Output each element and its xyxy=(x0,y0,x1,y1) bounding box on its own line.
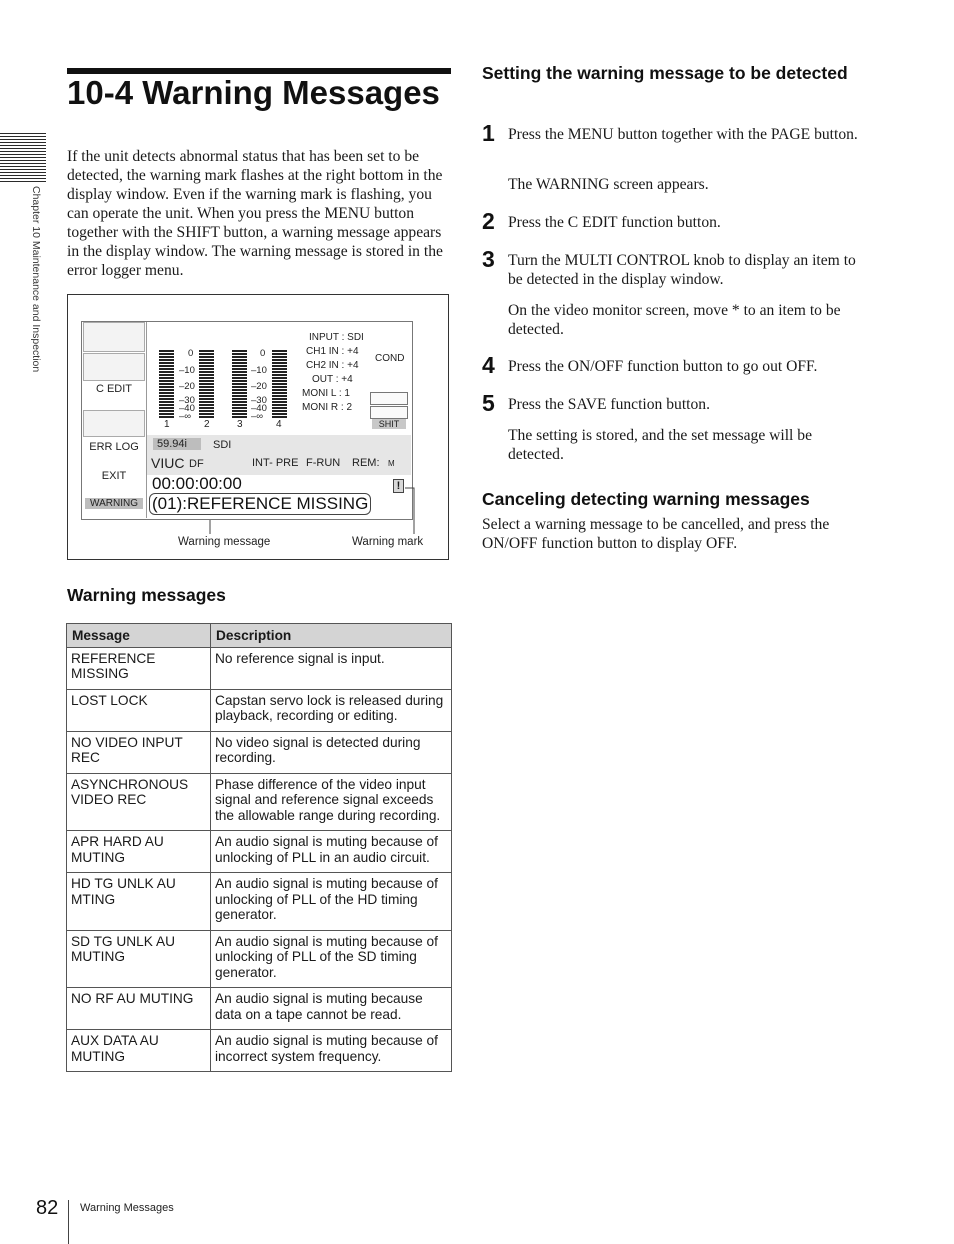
function-key-c-edit: C EDIT xyxy=(95,383,133,395)
meter-scale-right-0: 0 xyxy=(260,348,266,359)
canceling-heading: Canceling detecting warning messages xyxy=(482,489,810,509)
level-meter-ch2 xyxy=(199,350,214,418)
step-note-5: The setting is stored, and the set message will be detected. xyxy=(508,427,813,463)
meter-scale-right-inf: –∞ xyxy=(251,411,264,422)
function-key-warning: WARNING xyxy=(85,498,143,509)
description-cell: An audio signal is muting because of unlocking of PLL of the SD timing generator. xyxy=(211,930,452,988)
column-header-message: Message xyxy=(67,624,211,648)
meter-scale-left-20: –20 xyxy=(179,381,195,392)
warning-messages-table xyxy=(66,623,452,1072)
frequency-tag: 59.94i xyxy=(153,438,201,450)
display-window xyxy=(81,321,413,520)
meter-scale-left-0: 0 xyxy=(188,348,194,359)
status-moni-r: MONI R : 2 xyxy=(302,402,353,413)
cond-indicator-2 xyxy=(370,406,408,419)
footer-label: Warning Messages xyxy=(80,1202,174,1214)
meter-scale-left-10: –10 xyxy=(179,365,195,376)
function-key-blank-1 xyxy=(83,322,145,352)
message-cell: AUX DATA AU MUTING xyxy=(67,1030,211,1072)
channel-number-3: 3 xyxy=(237,419,243,430)
warning-messages-heading: Warning messages xyxy=(67,585,226,605)
channel-number-1: 1 xyxy=(164,419,170,430)
status-ch2-in: CH2 IN : +4 xyxy=(306,360,359,371)
callout-warning-message: Warning message xyxy=(178,536,271,548)
step-number-2: 2 xyxy=(482,208,495,234)
footer-divider xyxy=(68,1200,69,1244)
meter-scale-right-20: –20 xyxy=(251,381,267,392)
step-number-5: 5 xyxy=(482,390,495,416)
meter-scale-left-30: –30 xyxy=(179,395,195,406)
message-cell: NO VIDEO INPUT REC xyxy=(67,731,211,773)
message-cell: LOST LOCK xyxy=(67,689,211,731)
description-cell: An audio signal is muting because of unlocking of PLL in an audio circuit. xyxy=(211,831,452,873)
cond-label: COND xyxy=(375,353,405,364)
meter-scale-right-10: –10 xyxy=(251,365,267,376)
function-key-err-log: ERR LOG xyxy=(89,441,139,453)
f-run-label: F-RUN xyxy=(306,457,341,469)
level-meter-ch1 xyxy=(159,350,174,418)
m-label: M xyxy=(388,459,395,468)
table-row xyxy=(67,647,452,689)
meter-scale-left-inf: –∞ xyxy=(179,411,192,422)
step-number-1: 1 xyxy=(482,120,495,146)
int-pre-label: INT- PRE xyxy=(252,457,299,469)
description-cell: An audio signal is muting because of unlocking of PLL of the HD timing generator. xyxy=(211,873,452,931)
warning-message-display: (01):REFERENCE MISSING xyxy=(149,493,371,515)
description-cell: Phase difference of the video input signal and reference signal exceeds the allowable range during recording. xyxy=(211,773,452,831)
meter-scale-left-40: –40 xyxy=(179,403,195,414)
table-row xyxy=(67,988,452,1030)
callout-warning-mark: Warning mark xyxy=(352,536,424,548)
description-cell: No reference signal is input. xyxy=(211,647,452,689)
meter-scale-right-40: –40 xyxy=(251,403,267,414)
page-number: 82 xyxy=(36,1197,59,1219)
function-column-divider xyxy=(146,322,147,518)
viuc-label: VIUC xyxy=(151,455,185,471)
message-cell: APR HARD AU MUTING xyxy=(67,831,211,873)
description-cell: Capstan servo lock is released during playback, recording or editing. xyxy=(211,689,452,731)
level-meter-ch3 xyxy=(232,350,247,418)
channel-number-2: 2 xyxy=(204,419,210,430)
function-key-blank-2 xyxy=(83,353,145,381)
rem-label: REM: xyxy=(352,457,380,469)
step-note-1: The WARNING screen appears. xyxy=(508,176,709,193)
chapter-tab-graphic xyxy=(0,133,46,183)
message-cell: NO RF AU MUTING xyxy=(67,988,211,1030)
description-cell: An audio signal is muting because of incorrect system frequency. xyxy=(211,1030,452,1072)
status-input: INPUT : SDI xyxy=(309,332,364,343)
channel-number-4: 4 xyxy=(276,419,282,430)
status-moni-l: MONI L : 1 xyxy=(302,388,350,399)
step-text-2: Press the C EDIT function button. xyxy=(508,214,721,231)
step-text-3: Turn the MULTI CONTROL knob to display an item to be detected in the display window. xyxy=(508,252,856,288)
message-cell: REFERENCE MISSING xyxy=(67,647,211,689)
timecode-display: 00:00:00:00 xyxy=(152,474,242,493)
message-cell: HD TG UNLK AU MTING xyxy=(67,873,211,931)
table-row xyxy=(67,873,452,931)
function-key-blank-3 xyxy=(83,410,145,437)
setting-heading: Setting the warning message to be detected xyxy=(482,63,848,83)
cond-indicator-1 xyxy=(370,392,408,405)
sdi-label: SDI xyxy=(213,439,232,451)
step-text-1: Press the MENU button together with the PAGE button. xyxy=(508,126,858,143)
chapter-label: Chapter 10 Maintenance and Inspection xyxy=(30,186,42,373)
step-number-4: 4 xyxy=(482,352,495,378)
canceling-paragraph: Select a warning message to be cancelled, and press the ON/OFF function button to display OFF. xyxy=(482,516,830,552)
level-meter-ch4 xyxy=(272,350,287,418)
table-row xyxy=(67,773,452,831)
table-row xyxy=(67,831,452,873)
step-number-3: 3 xyxy=(482,246,495,272)
meter-scale-right-30: –30 xyxy=(251,395,267,406)
step-text-5: Press the SAVE function button. xyxy=(508,396,710,413)
status-out: OUT : +4 xyxy=(312,374,353,385)
message-cell: ASYNCHRONOUS VIDEO REC xyxy=(67,773,211,831)
page-title: 10-4 Warning Messages xyxy=(67,74,440,111)
intro-paragraph: If the unit detects abnormal status that has been set to be detected, the warning mark flashes at the right bottom in the display window. Even if the warning mark is flashing, you can operate the unit. When you press the MENU button together with the SHIFT button, a warning message appears in the display window. The warning message is stored in the error logger menu. xyxy=(67,148,443,279)
step-note-3: On the video monitor screen, move * to an item to be detected. xyxy=(508,302,841,338)
description-cell: No video signal is detected during recording. xyxy=(211,731,452,773)
warning-mark: ! xyxy=(393,479,404,493)
table-row xyxy=(67,689,452,731)
df-label: DF xyxy=(189,458,204,470)
step-text-4: Press the ON/OFF function button to go out OFF. xyxy=(508,358,818,375)
column-header-description: Description xyxy=(211,624,452,648)
table-row xyxy=(67,930,452,988)
table-row xyxy=(67,731,452,773)
status-ch1-in: CH1 IN : +4 xyxy=(306,346,359,357)
table-row xyxy=(67,1030,452,1072)
message-cell: SD TG UNLK AU MUTING xyxy=(67,930,211,988)
shit-indicator: SHIT xyxy=(372,419,406,429)
description-cell: An audio signal is muting because data on a tape cannot be read. xyxy=(211,988,452,1030)
function-key-exit: EXIT xyxy=(101,470,127,482)
